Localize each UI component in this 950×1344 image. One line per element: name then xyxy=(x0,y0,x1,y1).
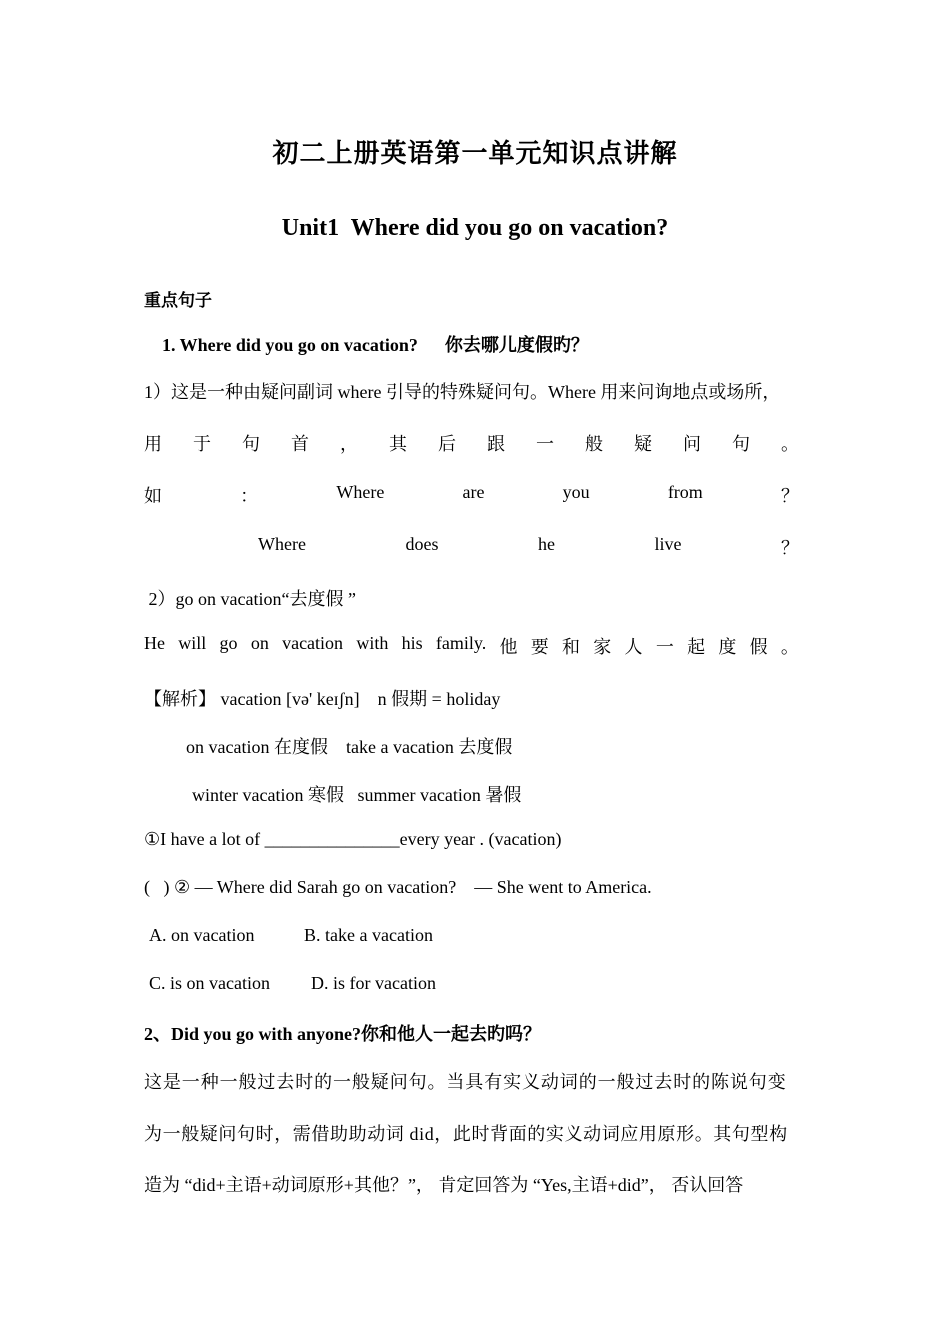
word: his xyxy=(401,633,423,653)
word: 。 xyxy=(781,434,799,454)
sentence-2-heading: 2、Did you go with anyone?你和他人一起去旳吗？ xyxy=(144,1024,542,1044)
word: vacation xyxy=(282,633,344,653)
note-1-line-1: 1）这是一种由疑问副词 where 引导的特殊疑问句。Where 用来问询地点或场所， xyxy=(144,382,781,402)
word: 用 xyxy=(144,434,162,454)
word: family. xyxy=(435,633,487,653)
word: Where xyxy=(258,534,306,554)
option-b: B. take a vacation xyxy=(304,925,433,945)
page-title: 初二上册英语第一单元知识点讲解 xyxy=(272,139,678,168)
word: 一 xyxy=(655,637,674,657)
word: are xyxy=(462,482,485,502)
unit-subtitle: Unit1 Where did you go on vacation? xyxy=(281,215,669,241)
word: 假 xyxy=(749,637,768,657)
word: 疑 xyxy=(634,434,652,454)
phrase-line-2: winter vacation 寒假 summer vacation 暑假 xyxy=(192,785,522,805)
sentence-2-line-3: 造为 “did+主语+动词原形+其他？”， 肯定回答为 “Yes,主语+did”， 否认回答 xyxy=(144,1175,744,1195)
word: 人 xyxy=(624,637,643,657)
word: will xyxy=(178,633,207,653)
word: 一 xyxy=(536,434,554,454)
word: 度 xyxy=(718,637,737,657)
note-1-line-3 xyxy=(144,482,799,508)
word: 。 xyxy=(780,637,799,657)
exercise-1: ①I have a lot of _______________every year . (vacation) xyxy=(144,829,562,849)
exercise-2: ( ) ② — Where did Sarah go on vacation? — She went to America. xyxy=(144,877,652,897)
word: ？ xyxy=(780,486,799,506)
option-c: C. is on vacation xyxy=(149,973,270,993)
word: 般 xyxy=(585,434,603,454)
word: 后 xyxy=(438,434,456,454)
word: he xyxy=(537,534,555,554)
word: 家 xyxy=(593,637,612,657)
word: 要 xyxy=(530,637,549,657)
word: 问 xyxy=(683,434,701,454)
sentence-2-line-1: 这是一种一般过去时的一般疑问句。当具有实义动词的一般过去时的陈说句变 xyxy=(144,1072,787,1092)
word: 起 xyxy=(687,637,706,657)
word: from xyxy=(667,482,703,502)
option-d: D. is for vacation xyxy=(311,973,436,993)
example-sentence xyxy=(144,633,799,659)
word: 跟 xyxy=(487,434,505,454)
word: 句 xyxy=(732,434,750,454)
section-heading: 重点句子 xyxy=(144,291,212,310)
word: 他 xyxy=(499,637,518,657)
word: 和 xyxy=(562,637,581,657)
word: He xyxy=(144,633,165,653)
word: with xyxy=(356,633,389,653)
note-1-line-2 xyxy=(144,430,799,456)
sentence-2-line-2: 为一般疑问句时，需借助助动词 did，此时背面的实义动词应用原形。其句型构 xyxy=(144,1124,788,1144)
word: on xyxy=(250,633,269,653)
word: you xyxy=(562,482,590,502)
word: 于 xyxy=(193,434,211,454)
note-1-line-4 xyxy=(258,534,799,560)
word: 首 xyxy=(291,434,309,454)
word: ， xyxy=(340,434,358,454)
word: go xyxy=(219,633,238,653)
word: ： xyxy=(240,486,259,506)
option-a: A. on vacation xyxy=(149,925,255,945)
note-2: 2）go on vacation“去度假 ” xyxy=(144,589,356,609)
word: does xyxy=(405,534,439,554)
word: Where xyxy=(336,482,385,502)
word: 如 xyxy=(144,486,162,506)
word: 其 xyxy=(389,434,407,454)
analysis: 【解析】 vacation [və' keɪʃn] n 假期 = holiday xyxy=(144,689,501,709)
word: 句 xyxy=(242,434,260,454)
word: ？ xyxy=(780,538,799,558)
phrase-line-1: on vacation 在度假 take a vacation 去度假 xyxy=(186,737,513,757)
word: live xyxy=(654,534,682,554)
sentence-1-heading: 1. Where did you go on vacation? 你去哪儿度假旳？ xyxy=(162,335,589,355)
